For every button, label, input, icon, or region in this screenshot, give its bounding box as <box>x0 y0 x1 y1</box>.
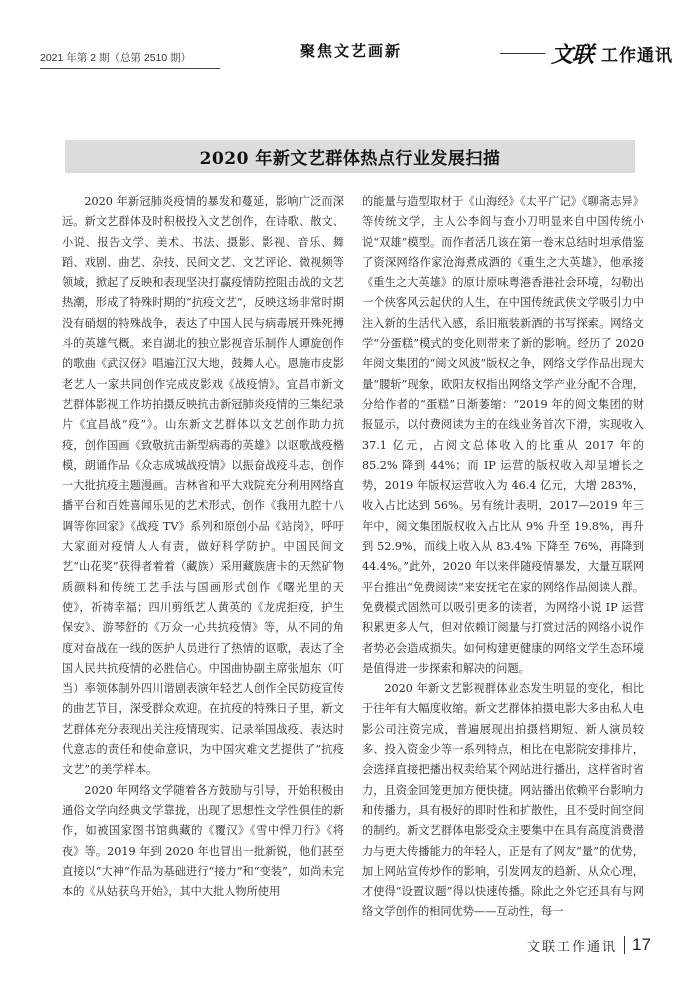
article-title: 2020 年新文艺群体热点行业发展扫描 <box>199 149 501 169</box>
issue-label: 2021 年第 2 期（总第 2510 期） <box>40 52 192 64</box>
footer-separator <box>624 936 625 954</box>
header-rule <box>40 68 220 69</box>
paragraph: 的能量与造型取材于《山海经》《太平广记》《聊斋志异》等传统文学，主人公李阎与查小刀明显来自中国传统小说“双雄”模型。而作者活几该在第一卷末总结时坦承借鉴了资深网络作家沧海煮成酒的《重生之大英雄》，他承接《重生之大英雄》的原计原味粤港香港社会环境，勾勒出一个侠客风云起伏的人生，在中国传统武侠文学吸引力中注入新的生活代入感，系旧瓶装新酒的书写探索。网络文学“分蛋糕”模式的变化则带来了新的影响。经历了 2020 年阅文集团的“阅文风波”版权之争，网络文学作品出现大量“腰斩”现象，欧阳友权指出网络文学产业分配不合理，分给作者的“蛋糕”日渐萎缩：“2019 年的阅文集团的财报显示，以付费阅读为主的在线业务首次下滑，实现收入 37.1 亿元，占阅文总体收入的比重从 2017 年的 85.2% 降到 44%；而 IP 运营的版权收入却呈增长之势，2019 年版权运营收入为 46.4 亿元，大增 283%，收入占比达到 56%。另有统计表明，2017—2019 年三年中，阅文集团版权收入占比从 9% 升至 19.8%，再升到 52.9%，而线上收入从 83.4% 下降至 76%，再降到 44.4%。”此外，2020 年以来伴随疫情暴发，大量互联网平台推出“免费阅读”来安抚宅在家的网络作品阅读人群。免费模式固然可以吸引更多的读者，为网络小说 IP 运营积累更多人气，但对依赖订阅量与打赏过活的网络小说作者势必会造成损失。如何构建更健康的网络文学生态环境是值得进一步探索和解决的问题。 <box>362 195 644 675</box>
article-title-bar <box>65 140 635 173</box>
left-column <box>62 192 344 902</box>
page-number: 17 <box>632 935 651 954</box>
page-footer <box>527 935 651 955</box>
column-title: 聚焦文艺画新 <box>300 42 403 60</box>
paragraph: 2020 年新冠肺炎疫情的暴发和蔓延，影响广泛而深远。新文艺群体及时积极投入文艺创作，在诗歌、散文、小说、报告文学、美术、书法、摄影、影视、音乐、舞蹈、戏剧、曲艺、杂技、民间文艺、文艺评论、微视频等领域，掀起了反映和表现坚决打赢疫情防控阻击战的文艺热潮，形成了特殊时期的“抗疫文艺”，反映这场非常时期没有硝烟的特殊战争，表达了中国人民与病毒展开殊死搏斗的英雄气概。来自湖北的独立影视音乐制作人谭旋创作的歌曲《武汉伢》唱遍江汉大地，鼓舞人心。恩施市皮影老艺人一家共同创作完成皮影戏《战疫情》。宜昌市新文艺群体影视工作坊拍摄反映抗击新冠肺炎疫情的三集纪录片《宜昌战“疫”》。山东新文艺群体以文艺创作助力抗疫，创作国画《致敬抗击新型病毒的英雄》以讴歌战疫楷模，朗诵作品《众志成城战疫情》以振奋战疫斗志，创作一大批抗疫主题漫画。吉林省和平大戏院充分利用网络直播平台和百姓喜闻乐见的艺术形式，创作《我用九腔十八调等你回家》《战疫 TV》系列和原创小品《站岗》，呼吁大家面对疫情人人有责，做好科学防护。中国民间文艺“山花奖”获得者着着（藏族）采用藏族唐卡的天然矿物质颜料和传统工艺手法与国画形式创作《曙光里的天使》，祈祷幸福；四川剪纸艺人黄英的《龙虎拒疫，护生保安》、游琴舒的《万众一心共抗疫情》等，从不同的角度对奋战在一线的医护人员进行了热情的讴歌，表达了全国人民共抗疫情的必胜信心。中国曲协副主席张旭东（叮当）率领体制外四川谐剧表演年轻艺人创作全民防疫宣传的曲艺节目，深受群众欢迎。在抗疫的特殊日子里，新文艺群体充分表现出关注疫情现实、记录举国战疫、表达时代意志的责任和使命意识，为中国灾难文艺提供了“抗疫文艺”的美学样本。 <box>62 195 344 777</box>
paragraph: 2020 年网络文学随着各方鼓励与引导，开始积极由通俗文学向经典文学靠拢，出现了思想性文学性俱佳的新作，如被国家图书馆典藏的《覆汉》《雪中悍刀行》《将夜》等。2019 年到 2020 年也冒出一批新锐，他们甚至直接以“大神”作品为基础进行“接力”和“变装”，如尚未完本的《从姑获鸟开始》，其中大批人物所使用 <box>62 783 344 899</box>
footer-journal: 文联工作通讯 <box>527 939 618 955</box>
journal-logo: 文联 <box>551 42 594 68</box>
journal-masthead <box>500 38 673 69</box>
journal-name: 工作通讯 <box>601 46 674 65</box>
masthead-dash <box>500 53 545 54</box>
paragraph: 2020 年新文艺影视群体业态发生明显的变化，相比于往年有大幅度收缩。新文艺群体拍摄电影大多由私人电影公司注资完成，普遍展现出拍摄档期短、新人演员较多、投入资金少等一系列特点，相比在电影院安排排片，会选择直接把播出权卖给某个网站进行播出，这样省时省力，且资金回笼更加方便快捷。网站播出依赖平台影响力和传播力，具有极好的即时性和扩散性，且不受时间空间的制约。新文艺群体电影受众主要集中在具有高度消费潜力与更大传播能力的年轻人，正是有了网友“量”的优势，加上网站宣传炒作的影响，引发网友的趋新、从众心理，才使得“设置议题”得以快速传播。除此之外它还具有与网络文学创作的相同优势——互动性，每一 <box>362 682 644 919</box>
right-column <box>362 192 644 923</box>
